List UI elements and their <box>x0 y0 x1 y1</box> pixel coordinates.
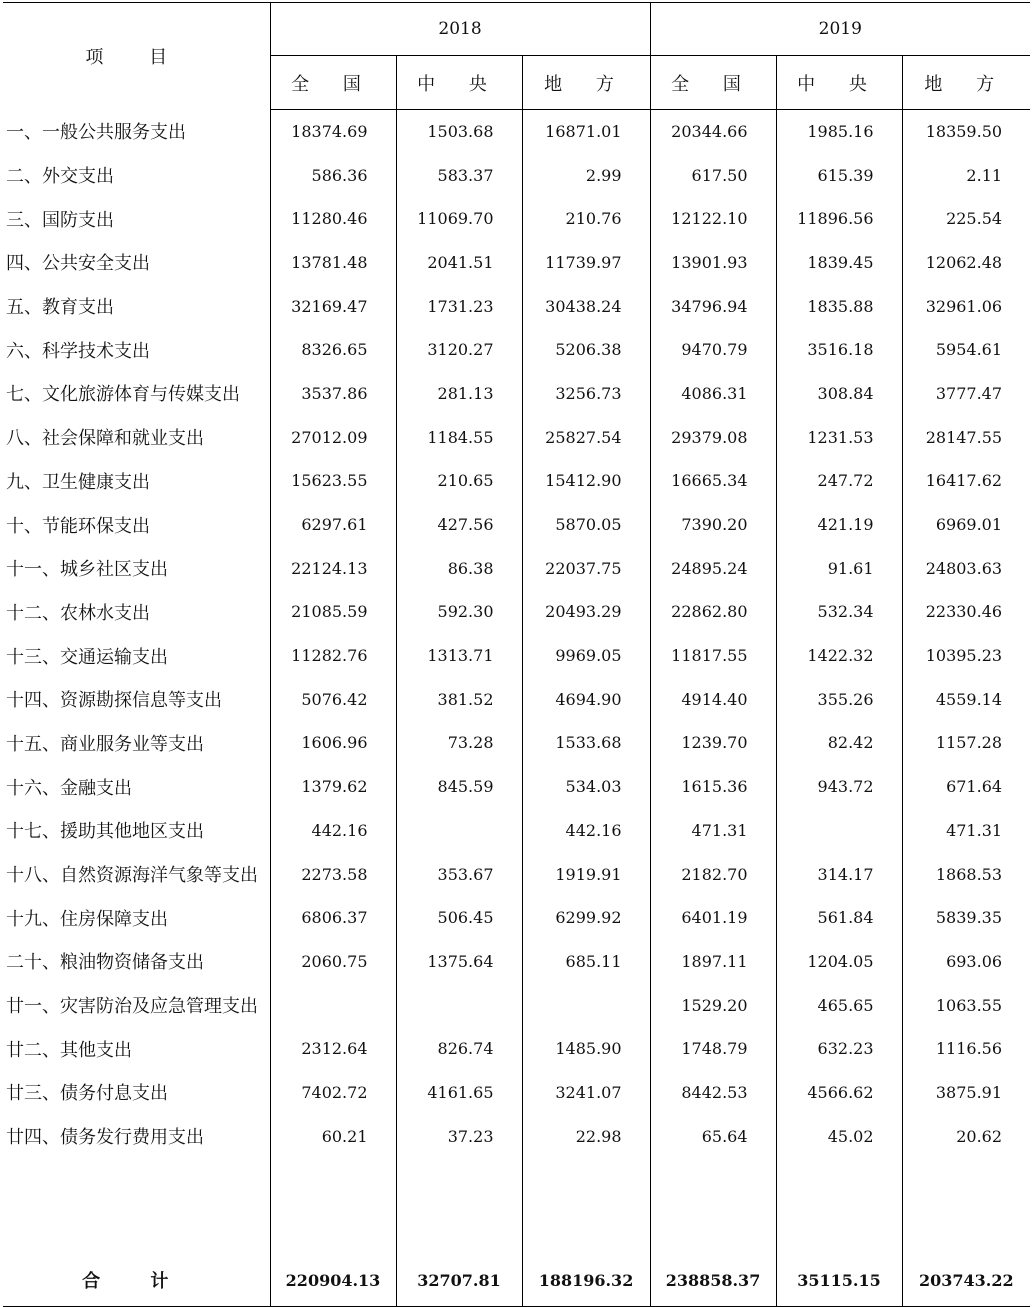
value-cell: 8442.53 <box>650 1071 776 1115</box>
value-cell: 442.16 <box>270 809 396 853</box>
row-label: 七、文化旅游体育与传媒支出 <box>6 384 240 406</box>
row-label: 五、教育支出 <box>6 297 114 319</box>
value-cell: 247.72 <box>776 459 902 503</box>
value-cell: 693.06 <box>902 940 1030 984</box>
value-cell: 210.65 <box>396 459 522 503</box>
row-label: 六、科学技术支出 <box>6 340 150 362</box>
value-cell: 7390.20 <box>650 503 776 547</box>
value-cell: 11817.55 <box>650 634 776 678</box>
total-value-cell: 35115.15 <box>776 1254 902 1307</box>
table-row <box>3 1071 1030 1115</box>
spacer-cell <box>270 1158 396 1254</box>
value-cell: 1839.45 <box>776 241 902 285</box>
value-cell: 27012.09 <box>270 415 396 459</box>
value-cell: 20493.29 <box>522 590 650 634</box>
value-cell: 592.30 <box>396 590 522 634</box>
value-cell: 1835.88 <box>776 284 902 328</box>
total-value-cell: 220904.13 <box>270 1254 396 1307</box>
table-row <box>3 415 1030 459</box>
value-cell: 20344.66 <box>650 110 776 154</box>
value-cell: 685.11 <box>522 940 650 984</box>
table-row <box>3 983 1030 1027</box>
spacer-cell <box>396 1158 522 1254</box>
row-label: 十四、资源勘探信息等支出 <box>6 690 222 712</box>
value-cell: 12122.10 <box>650 197 776 241</box>
value-cell: 2.99 <box>522 153 650 197</box>
value-cell: 22124.13 <box>270 546 396 590</box>
row-label: 十六、金融支出 <box>6 777 132 799</box>
value-cell: 3120.27 <box>396 328 522 372</box>
value-cell: 4086.31 <box>650 372 776 416</box>
value-cell: 29379.08 <box>650 415 776 459</box>
sub-header-local-2018: 地 方 <box>522 56 650 110</box>
value-cell: 1985.16 <box>776 110 902 154</box>
value-cell: 1116.56 <box>902 1027 1030 1071</box>
table-row <box>3 590 1030 634</box>
spacer-cell <box>3 1158 270 1254</box>
value-cell: 5206.38 <box>522 328 650 372</box>
total-value-cell: 188196.32 <box>522 1254 650 1307</box>
value-cell: 586.36 <box>270 153 396 197</box>
value-cell: 30438.24 <box>522 284 650 328</box>
value-cell: 314.17 <box>776 852 902 896</box>
value-cell: 6299.92 <box>522 896 650 940</box>
value-cell: 86.38 <box>396 546 522 590</box>
value-cell: 3777.47 <box>902 372 1030 416</box>
total-value-cell: 238858.37 <box>650 1254 776 1307</box>
value-cell: 4161.65 <box>396 1071 522 1115</box>
value-cell <box>396 983 522 1027</box>
value-cell: 6969.01 <box>902 503 1030 547</box>
value-cell: 943.72 <box>776 765 902 809</box>
value-cell: 1375.64 <box>396 940 522 984</box>
expenditure-table <box>3 2 1030 1307</box>
value-cell: 4559.14 <box>902 677 1030 721</box>
value-cell: 22037.75 <box>522 546 650 590</box>
value-cell: 6401.19 <box>650 896 776 940</box>
row-label: 十七、援助其他地区支出 <box>6 821 204 843</box>
value-cell: 465.65 <box>776 983 902 1027</box>
value-cell: 60.21 <box>270 1114 396 1158</box>
total-label: 合 计 <box>3 1254 270 1307</box>
value-cell: 11739.97 <box>522 241 650 285</box>
row-label: 十三、交通运输支出 <box>6 646 168 668</box>
value-cell: 1184.55 <box>396 415 522 459</box>
value-cell <box>522 983 650 1027</box>
value-cell: 1919.91 <box>522 852 650 896</box>
table-row <box>3 241 1030 285</box>
sub-header-national-2019: 全 国 <box>650 56 776 110</box>
row-label: 八、社会保障和就业支出 <box>6 428 204 450</box>
value-cell: 65.64 <box>650 1114 776 1158</box>
value-cell: 471.31 <box>902 809 1030 853</box>
value-cell: 18374.69 <box>270 110 396 154</box>
value-cell: 355.26 <box>776 677 902 721</box>
row-label: 二十、粮油物资储备支出 <box>6 952 204 974</box>
value-cell: 11282.76 <box>270 634 396 678</box>
value-cell: 22862.80 <box>650 590 776 634</box>
row-label: 四、公共安全支出 <box>6 253 150 275</box>
value-cell: 2060.75 <box>270 940 396 984</box>
row-label: 十八、自然资源海洋气象等支出 <box>6 865 258 887</box>
value-cell: 210.76 <box>522 197 650 241</box>
value-cell: 1748.79 <box>650 1027 776 1071</box>
row-label: 九、卫生健康支出 <box>6 471 150 493</box>
table-row <box>3 677 1030 721</box>
value-cell: 281.13 <box>396 372 522 416</box>
value-cell: 22330.46 <box>902 590 1030 634</box>
value-cell: 5870.05 <box>522 503 650 547</box>
spacer-cell <box>776 1158 902 1254</box>
value-cell: 632.23 <box>776 1027 902 1071</box>
value-cell: 4914.40 <box>650 677 776 721</box>
value-cell: 1379.62 <box>270 765 396 809</box>
value-cell: 421.19 <box>776 503 902 547</box>
value-cell: 1204.05 <box>776 940 902 984</box>
spacer-row <box>3 1158 1030 1254</box>
year-header-row <box>3 3 1030 56</box>
value-cell: 22.98 <box>522 1114 650 1158</box>
row-label: 二、外交支出 <box>6 166 114 188</box>
year-header-2019: 2019 <box>650 3 1030 56</box>
value-cell: 3537.86 <box>270 372 396 416</box>
value-cell: 4566.62 <box>776 1071 902 1115</box>
value-cell: 28147.55 <box>902 415 1030 459</box>
value-cell: 11896.56 <box>776 197 902 241</box>
value-cell: 6806.37 <box>270 896 396 940</box>
value-cell: 471.31 <box>650 809 776 853</box>
value-cell: 16417.62 <box>902 459 1030 503</box>
table-row <box>3 852 1030 896</box>
value-cell: 25827.54 <box>522 415 650 459</box>
value-cell: 6297.61 <box>270 503 396 547</box>
value-cell: 1529.20 <box>650 983 776 1027</box>
value-cell: 1313.71 <box>396 634 522 678</box>
value-cell: 1897.11 <box>650 940 776 984</box>
value-cell: 15623.55 <box>270 459 396 503</box>
value-cell: 37.23 <box>396 1114 522 1158</box>
row-label: 廿四、债务发行费用支出 <box>6 1127 204 1149</box>
value-cell: 427.56 <box>396 503 522 547</box>
value-cell: 225.54 <box>902 197 1030 241</box>
row-label: 十、节能环保支出 <box>6 515 150 537</box>
value-cell: 1731.23 <box>396 284 522 328</box>
value-cell: 91.61 <box>776 546 902 590</box>
table-row <box>3 110 1030 154</box>
value-cell: 8326.65 <box>270 328 396 372</box>
table-row <box>3 284 1030 328</box>
value-cell: 5839.35 <box>902 896 1030 940</box>
spacer-cell <box>522 1158 650 1254</box>
value-cell: 534.03 <box>522 765 650 809</box>
table-row <box>3 896 1030 940</box>
table-body <box>3 110 1030 1307</box>
sub-header-central-2019: 中 央 <box>776 56 902 110</box>
value-cell: 9470.79 <box>650 328 776 372</box>
value-cell: 1422.32 <box>776 634 902 678</box>
value-cell: 34796.94 <box>650 284 776 328</box>
value-cell: 13781.48 <box>270 241 396 285</box>
value-cell: 381.52 <box>396 677 522 721</box>
sub-header-national-2018: 全 国 <box>270 56 396 110</box>
value-cell: 845.59 <box>396 765 522 809</box>
value-cell: 1868.53 <box>902 852 1030 896</box>
table-row <box>3 765 1030 809</box>
value-cell: 2182.70 <box>650 852 776 896</box>
value-cell: 73.28 <box>396 721 522 765</box>
value-cell: 3516.18 <box>776 328 902 372</box>
year-header-2018: 2018 <box>270 3 650 56</box>
value-cell: 45.02 <box>776 1114 902 1158</box>
total-value-cell: 32707.81 <box>396 1254 522 1307</box>
value-cell: 1606.96 <box>270 721 396 765</box>
value-cell <box>396 809 522 853</box>
table-row <box>3 940 1030 984</box>
value-cell: 615.39 <box>776 153 902 197</box>
table-row <box>3 328 1030 372</box>
row-label: 十一、城乡社区支出 <box>6 559 168 581</box>
table-row <box>3 809 1030 853</box>
table-row <box>3 197 1030 241</box>
value-cell <box>270 983 396 1027</box>
value-cell: 1231.53 <box>776 415 902 459</box>
value-cell: 5076.42 <box>270 677 396 721</box>
value-cell: 353.67 <box>396 852 522 896</box>
row-label: 廿二、其他支出 <box>6 1039 132 1061</box>
value-cell: 1485.90 <box>522 1027 650 1071</box>
value-cell: 826.74 <box>396 1027 522 1071</box>
value-cell: 11069.70 <box>396 197 522 241</box>
value-cell: 5954.61 <box>902 328 1030 372</box>
value-cell: 7402.72 <box>270 1071 396 1115</box>
value-cell: 671.64 <box>902 765 1030 809</box>
value-cell: 1615.36 <box>650 765 776 809</box>
table-row <box>3 459 1030 503</box>
value-cell: 1503.68 <box>396 110 522 154</box>
value-cell: 4694.90 <box>522 677 650 721</box>
table-row <box>3 372 1030 416</box>
value-cell: 442.16 <box>522 809 650 853</box>
value-cell: 24895.24 <box>650 546 776 590</box>
value-cell: 18359.50 <box>902 110 1030 154</box>
value-cell: 32169.47 <box>270 284 396 328</box>
value-cell <box>776 809 902 853</box>
value-cell: 308.84 <box>776 372 902 416</box>
value-cell: 10395.23 <box>902 634 1030 678</box>
row-label: 十二、农林水支出 <box>6 602 150 624</box>
value-cell: 12062.48 <box>902 241 1030 285</box>
table-row <box>3 634 1030 678</box>
row-label: 十九、住房保障支出 <box>6 908 168 930</box>
value-cell: 532.34 <box>776 590 902 634</box>
row-label: 廿一、灾害防治及应急管理支出 <box>6 996 258 1018</box>
table-row <box>3 1027 1030 1071</box>
row-label: 十五、商业服务业等支出 <box>6 733 204 755</box>
value-cell: 3256.73 <box>522 372 650 416</box>
value-cell: 15412.90 <box>522 459 650 503</box>
table-row <box>3 1114 1030 1158</box>
value-cell: 2312.64 <box>270 1027 396 1071</box>
value-cell: 16871.01 <box>522 110 650 154</box>
table-header <box>3 3 1030 110</box>
value-cell: 21085.59 <box>270 590 396 634</box>
value-cell: 11280.46 <box>270 197 396 241</box>
sub-header-central-2018: 中 央 <box>396 56 522 110</box>
sub-header-local-2019: 地 方 <box>902 56 1030 110</box>
spacer-cell <box>902 1158 1030 1254</box>
value-cell: 2.11 <box>902 153 1030 197</box>
total-value-cell: 203743.22 <box>902 1254 1030 1307</box>
row-label: 廿三、债务付息支出 <box>6 1083 168 1105</box>
spacer-cell <box>650 1158 776 1254</box>
value-cell: 3875.91 <box>902 1071 1030 1115</box>
value-cell: 82.42 <box>776 721 902 765</box>
value-cell: 20.62 <box>902 1114 1030 1158</box>
value-cell: 1533.68 <box>522 721 650 765</box>
value-cell: 9969.05 <box>522 634 650 678</box>
row-label: 一、一般公共服务支出 <box>6 122 186 144</box>
table-row <box>3 546 1030 590</box>
table-row <box>3 153 1030 197</box>
value-cell: 1157.28 <box>902 721 1030 765</box>
value-cell: 583.37 <box>396 153 522 197</box>
value-cell: 561.84 <box>776 896 902 940</box>
table-row <box>3 503 1030 547</box>
value-cell: 24803.63 <box>902 546 1030 590</box>
value-cell: 617.50 <box>650 153 776 197</box>
value-cell: 2273.58 <box>270 852 396 896</box>
value-cell: 1239.70 <box>650 721 776 765</box>
value-cell: 3241.07 <box>522 1071 650 1115</box>
item-column-header: 项 目 <box>3 3 270 110</box>
row-label: 三、国防支出 <box>6 209 114 231</box>
value-cell: 13901.93 <box>650 241 776 285</box>
table-row <box>3 721 1030 765</box>
value-cell: 1063.55 <box>902 983 1030 1027</box>
value-cell: 2041.51 <box>396 241 522 285</box>
value-cell: 506.45 <box>396 896 522 940</box>
value-cell: 32961.06 <box>902 284 1030 328</box>
value-cell: 16665.34 <box>650 459 776 503</box>
